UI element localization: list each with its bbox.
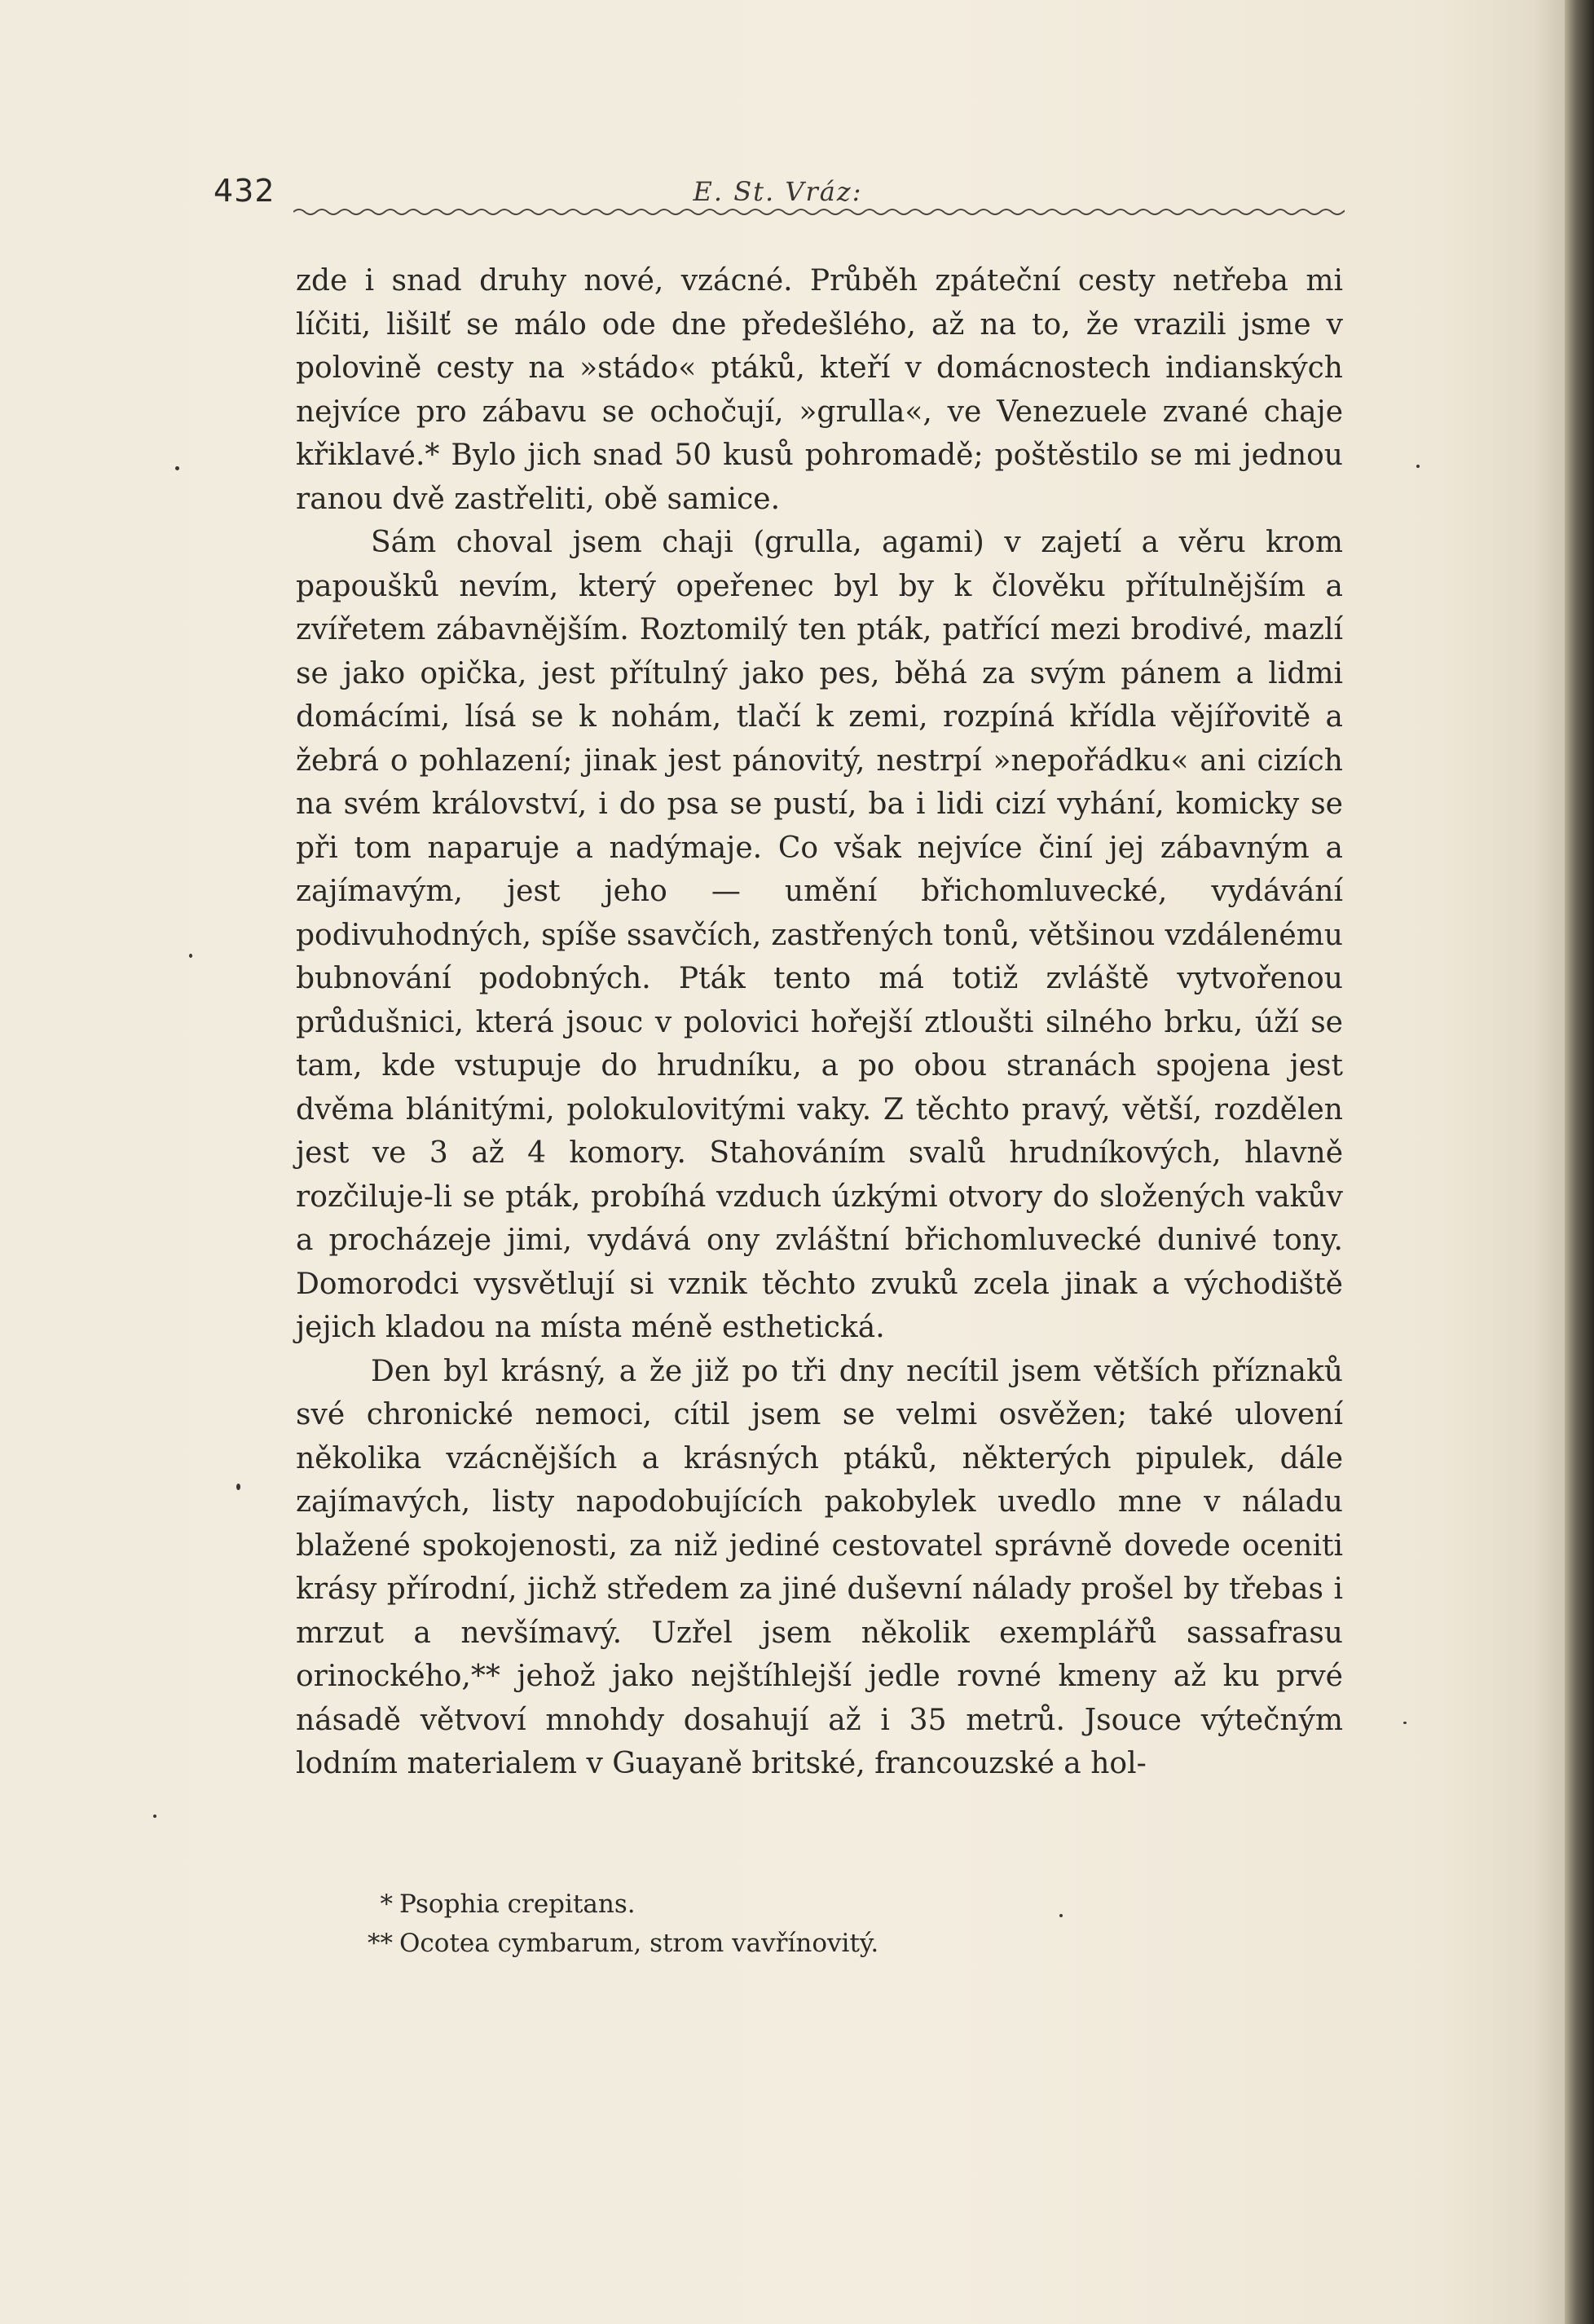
wavy-rule-divider	[293, 204, 1345, 220]
body-text	[296, 259, 1343, 1786]
paper-speck	[1416, 465, 1420, 468]
paper-speck	[1403, 1722, 1407, 1724]
running-head: E. St. Vráz:	[693, 176, 863, 207]
paragraph: Den byl krásný, a že již po tři dny necítil jsem větších příznaků své chronické nemoci, cítil jsem se velmi osvěžen; také ulovení několika vzácnějších a krásných ptáků, některých pipulek, dále zajímavých, listy napodobujících pakobylek uvedlo mne v náladu blažené spokojenosti, za niž jediné cestovatel správně dovede oceniti krásy přírodní, jichž středem za jiné duševní nálady prošel by třebas i mrzut a nevšímavý. Uzřel jsem několik exemplářů sassafrasu orinockého,** jehož jako nejštíhlejší jedle rovné kmeny až ku prvé násadě větvoví mnohdy dosahují až i 35 metrů. Jsouce výtečným lodním materialem v Guayaně britské, francouzské a hol-	[296, 1354, 1343, 1780]
footnote	[367, 1885, 878, 1924]
paper-speck	[189, 954, 192, 958]
footnotes	[367, 1885, 878, 1963]
footnote-mark: *	[380, 1890, 393, 1919]
footnote-text: Ocotea cymbarum, strom vavřínovitý.	[399, 1929, 879, 1958]
footnote-mark: **	[368, 1929, 393, 1958]
footnote-text: Psophia crepitans.	[399, 1890, 636, 1919]
footnote	[367, 1924, 878, 1963]
paper-speck	[1059, 1914, 1063, 1917]
page-number: 432	[214, 173, 275, 209]
paper-speck	[153, 1815, 156, 1818]
paragraph: zde i snad druhy nové, vzácné. Průběh zpáteční cesty netřeba mi líčiti, lišilť se málo ode dne předešlého, až na to, že vrazili jsme v polovině cesty na »stádo« ptáků, kteří v domácnostech indianských nejvíce pro zábavu se ochočují, »grulla«, ve Venezuele zvané chaje křiklavé.* Bylo jich snad 50 kusů pohromadě; poštěstilo se mi jednou ranou dvě zastřeliti, obě samice.	[296, 264, 1343, 516]
book-binding-edge	[1565, 0, 1594, 2324]
paper-speck	[236, 1484, 240, 1490]
paper-speck	[175, 466, 179, 470]
paragraph: Sám choval jsem chaji (grulla, agami) v zajetí a věru krom papoušků nevím, který opeřenec byl by k člověku přítulnějším a zvířetem zábavnějším. Roztomilý ten pták, patřící mezi brodivé, mazlí se jako opička, jest přítulný jako pes, běhá za svým pánem a lidmi domácími, lísá se k nohám, tlačí k zemi, rozpíná křídla vějířovitě a žebrá o pohlazení; jinak jest pánovitý, nestrpí »nepořádku« ani cizích na svém království, i do psa se pustí, ba i lidi cizí vyhání, komicky se při tom naparuje a nadýmaje. Co však nejvíce činí jej zábavným a zajímavým, jest jeho — umění břichomluvecké, vydávání podivuhodných, spíše ssavčích, zastřených tonů, většinou vzdálenému bubnování podobných. Pták tento má totiž zvláště vytvořenou průdušnici, která jsouc v polovici hořejší ztloušti silného brku, úží se tam, kde vstupuje do hrudníku, a po obou stranách spojena jest dvěma blánitými, polokulovitými vaky. Z těchto pravý, větší, rozdělen jest ve 3 až 4 komory. Stahováním svalů hrudníkových, hlavně rozčiluje-li se pták, probíhá vzduch úzkými otvory do složených vakův a procházeje jimi, vydává ony zvláštní břichomluvecké dunivé tony. Domorodci vysvětlují si vznik těchto zvuků zcela jinak a východiště jejich kladou na místa méně esthetická.	[296, 526, 1343, 1344]
